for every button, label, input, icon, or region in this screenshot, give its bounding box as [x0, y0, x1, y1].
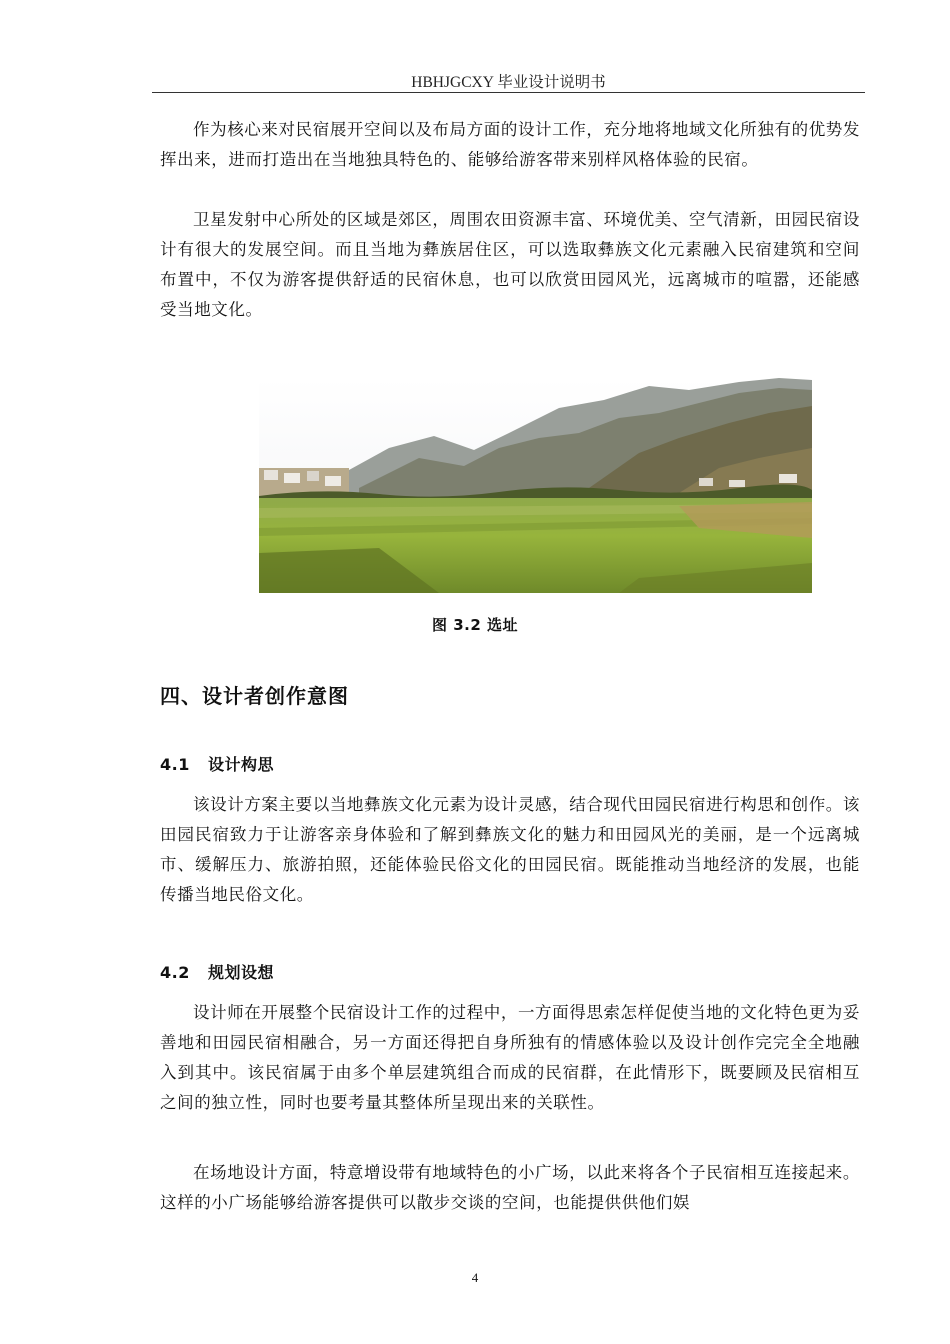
subsection-title: 设计构思 — [208, 755, 275, 774]
section-heading: 四、设计者创作意图 — [160, 684, 349, 708]
landscape-image — [259, 378, 812, 593]
paragraph-intro-2: 卫星发射中心所处的区域是郊区，周围农田资源丰富、环境优美、空气清新，田园民宿设计有很大的发展空间。而且当地为彝族居住区，可以选取彝族文化元素融入民宿建筑和空间布置中，不仅为游客提供舒适的民宿休息，也可以欣赏田园风光，远离城市的喧嚣，还能感受当地文化。 — [160, 210, 860, 319]
paragraph-4-2-1: 设计师在开展整个民宿设计工作的过程中，一方面得思索怎样促使当地的文化特色更为妥善地和田园民宿相融合，另一方面还得把自身所独有的情感体验以及设计创作完完全全地融入到其中。该民宿属于由多个单层建筑组合而成的民宿群，在此情形下，既要顾及民宿相互之间的独立性，同时也要考量其整体所呈现出来的关联性。 — [160, 1003, 860, 1112]
subsection-heading-4-2 — [160, 960, 274, 983]
page-header: HBHJGCXY 毕业设计说明书 — [411, 74, 606, 91]
subsection-number: 4.1 — [160, 755, 190, 774]
paragraph-4-1: 该设计方案主要以当地彝族文化元素为设计灵感，结合现代田园民宿进行构思和创作。该田园民宿致力于让游客亲身体验和了解到彝族文化的魅力和田园风光的美丽，是一个远离城市、缓解压力、旅游拍照，还能体验民俗文化的田园民宿。既能推动当地经济的发展，也能传播当地民俗文化。 — [160, 795, 860, 904]
header-rule — [152, 92, 865, 93]
page-number: 4 — [471, 1270, 479, 1285]
subsection-title: 规划设想 — [208, 963, 275, 982]
figure-caption: 图 3.2 选址 — [431, 616, 519, 634]
site-photo — [259, 378, 812, 593]
subsection-number: 4.2 — [160, 963, 190, 982]
subsection-heading-4-1 — [160, 752, 274, 775]
paragraph-4-2-2: 在场地设计方面，特意增设带有地域特色的小广场，以此来将各个子民宿相互连接起来。这样的小广场能够给游客提供可以散步交谈的空间，也能提供供他们娱 — [160, 1163, 860, 1212]
paragraph-intro-1: 作为核心来对民宿展开空间以及布局方面的设计工作，充分地将地域文化所独有的优势发挥出来，进而打造出在当地独具特色的、能够给游客带来别样风格体验的民宿。 — [160, 120, 860, 169]
